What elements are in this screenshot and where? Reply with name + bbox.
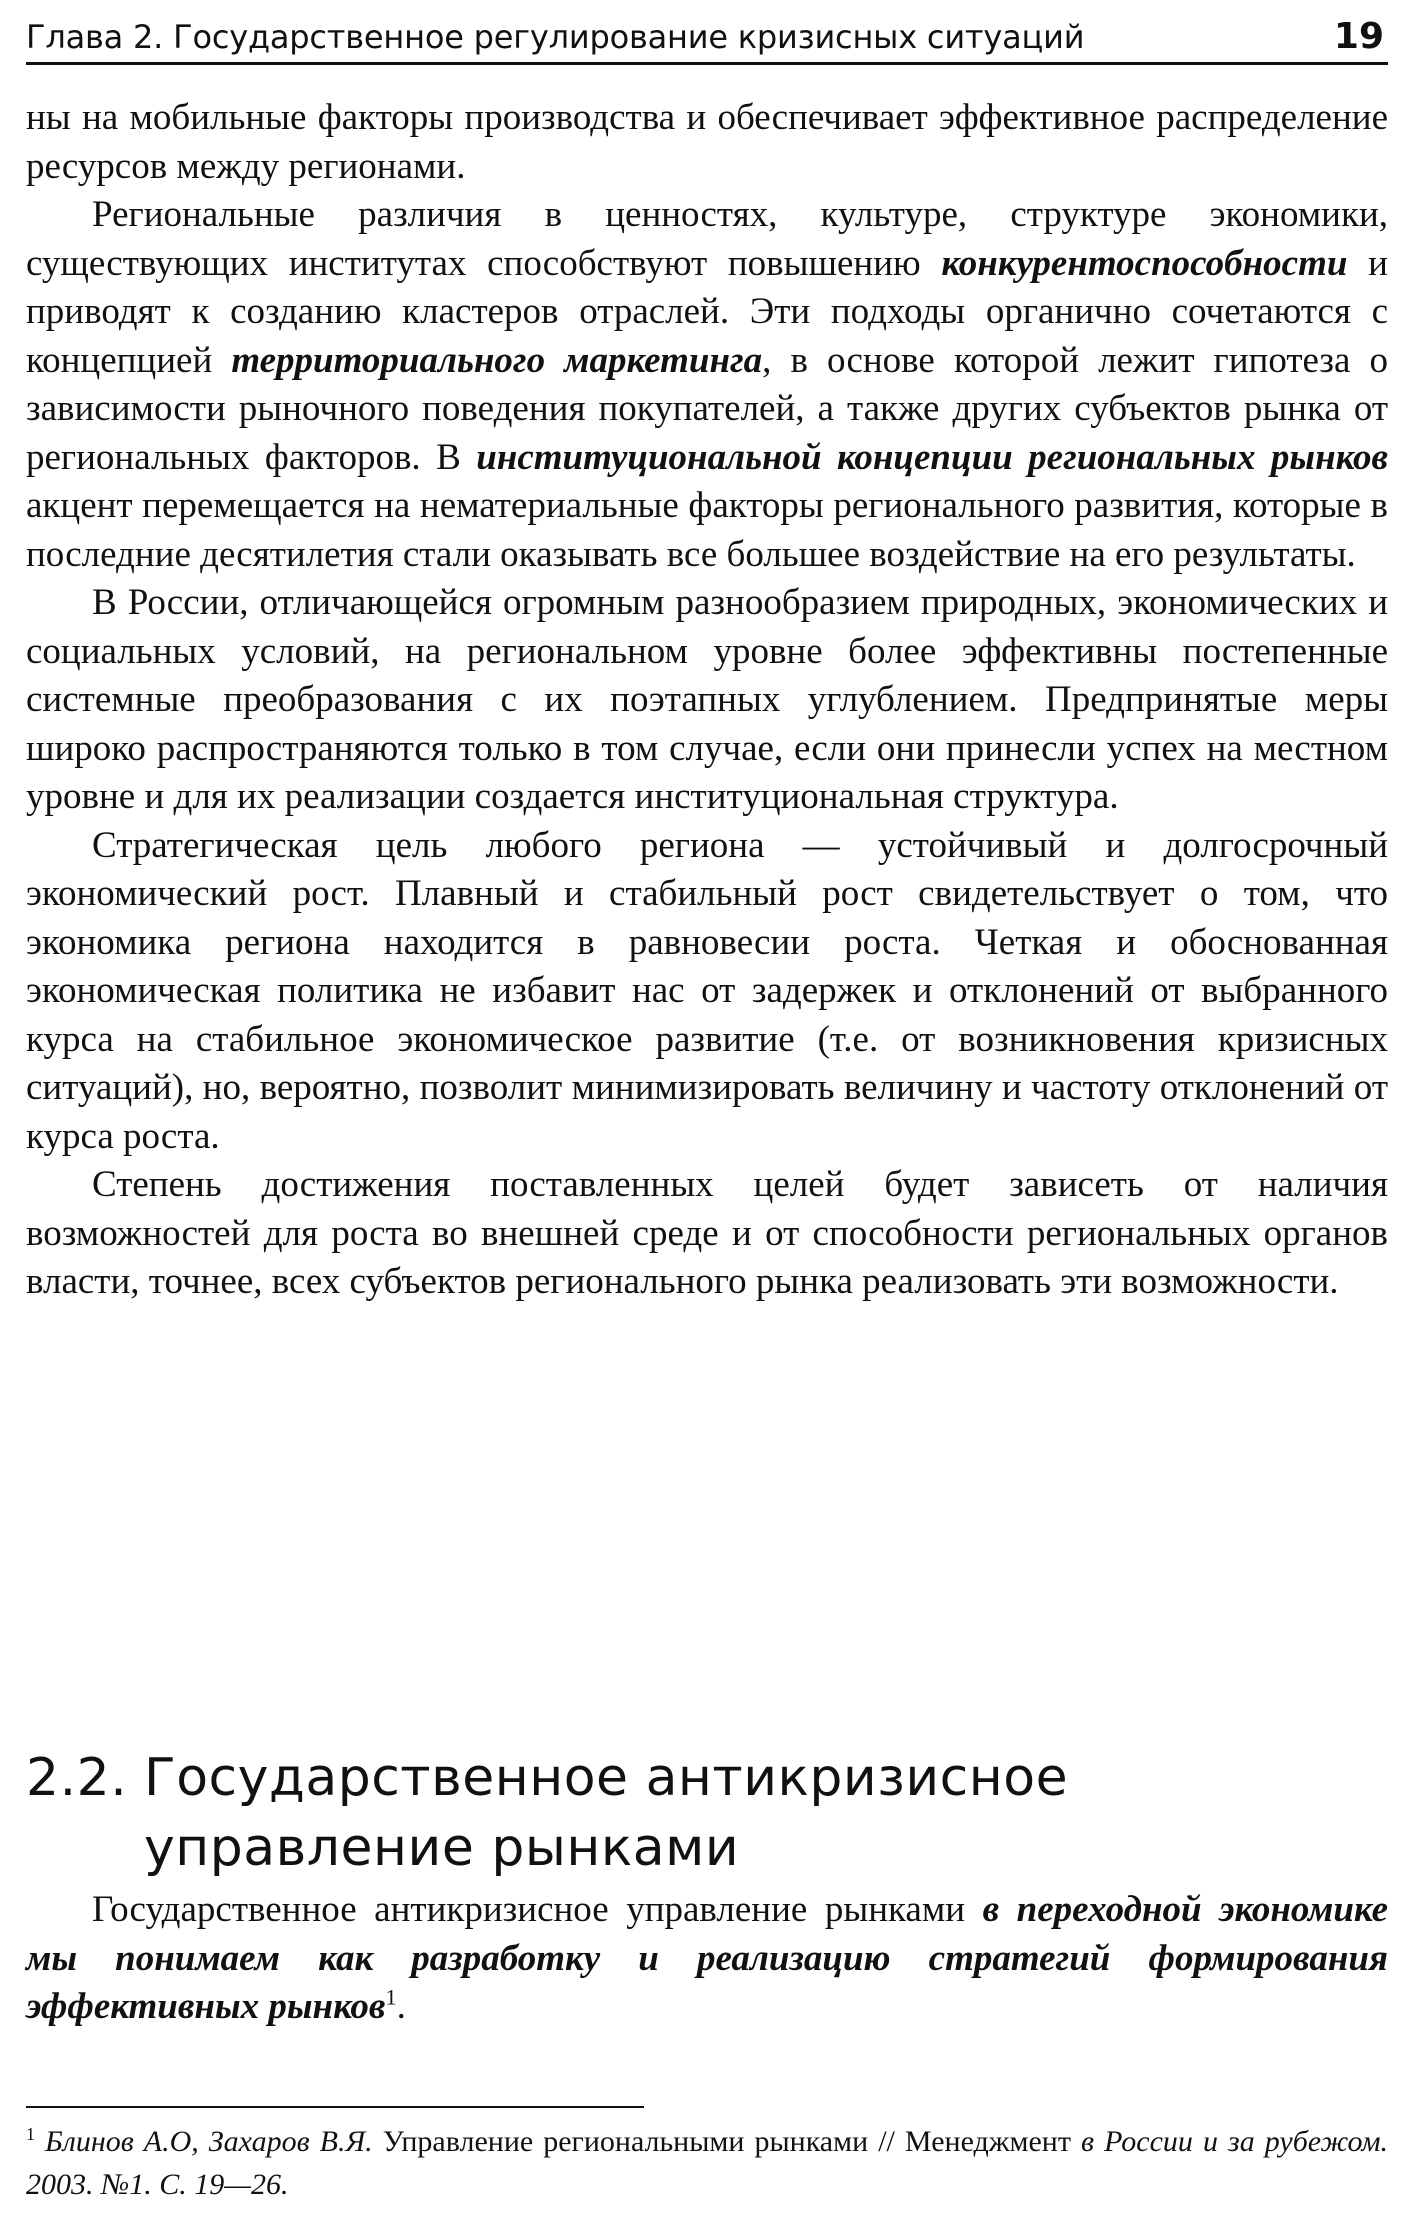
section-paragraph-plain: Государственное антикризисное управление рынками bbox=[92, 1889, 983, 1930]
section-paragraph-end: . bbox=[396, 1986, 406, 2027]
paragraph-5: Степень достижения поставленных целей будет зависеть от наличия возможностей для роста во внешней среде и от способности региональных органов власти, точнее, всех субъектов регионального рынка реализовать эти возможности. bbox=[26, 1164, 1388, 1302]
section-number: 2.2. bbox=[26, 1748, 128, 1809]
page-number: 19 bbox=[1333, 16, 1384, 57]
section-heading-line-2: управление рынками bbox=[144, 1818, 740, 1879]
footnote bbox=[26, 2120, 1388, 2206]
paragraph-3: В России, отличающейся огромным разнообразием природных, экономических и социальных условий, на региональном уровне более эффективны постепенные системные преобразования с их поэтапных углублением. Предпринятые меры широко распространяются только в том случае, если они принесли успех на местном уровне и для их реализации создается институциональная структура. bbox=[26, 582, 1388, 817]
chapter-title: Глава 2. Государственное регулирование кризисных ситуаций bbox=[26, 18, 1085, 56]
paragraph-4: Стратегическая цель любого региона — устойчивый и долгосрочный экономический рост. Плавный и стабильный рост свидетельствует о том, что экономика региона находится в равновесии роста. Четкая и обоснованная экономическая политика не избавит нас от задержек и отклонений от выбранного курса на стабильное экономическое развитие (т.е. от возникновения кризисных ситуаций), но, вероятно, позволит минимизировать величину и частоту отклонений от курса роста. bbox=[26, 824, 1388, 1157]
footnote-marker: 1 bbox=[26, 2124, 35, 2145]
body-text bbox=[26, 94, 1388, 1307]
footnote-title: Управление региональными рынками // Менеджмент bbox=[372, 2125, 1081, 2158]
book-page bbox=[26, 0, 1388, 2228]
footnote-authors: Блинов А.О, Захаров В.Я. bbox=[45, 2125, 373, 2158]
term-institutional-concept: институциональной концепции региональных рынков bbox=[476, 436, 1388, 478]
paragraph-2-text-d: акцент перемещается на нематериальные факторы регионального развития, которые в последние десятилетия стали оказывать все большее воздействие на его результаты. bbox=[26, 485, 1388, 575]
section-heading bbox=[26, 1743, 1388, 1883]
section-heading-line-1: Государственное антикризисное bbox=[144, 1748, 1069, 1809]
footnote-reference[interactable]: 1 bbox=[385, 1984, 397, 2010]
paragraph-2-text-b: и приводят к созданию кластеров отраслей. Эти подходы органично сочетаются с концепцией bbox=[26, 242, 1388, 381]
footnote-journal: в России и за рубежом. 2003. №1. С. 19—26. bbox=[26, 2125, 1389, 2201]
term-territorial-marketing: территориального маркетинга bbox=[231, 339, 763, 381]
section-intro bbox=[26, 1886, 1388, 2032]
term-competitiveness: конкурентоспособности bbox=[941, 242, 1348, 284]
running-head bbox=[26, 12, 1388, 65]
section-paragraph-emphasis: в переходной экономике мы понимаем как разработку и реализацию стратегий формирования эффективных рынков bbox=[26, 1889, 1388, 2027]
paragraph-2-text-a: Региональные различия в ценностях, культуре, структуре экономики, существующих институтах способствуют повышению bbox=[26, 194, 1388, 284]
paragraph-2-text-c: , в основе которой лежит гипотеза о зависимости рыночного поведения покупателей, а также других субъектов рынка от региональных факторов. В bbox=[26, 339, 1389, 478]
paragraph-2 bbox=[26, 191, 1388, 579]
paragraph-1: ны на мобильные факторы производства и обеспечивает эффективное распределение ресурсов между регионами. bbox=[26, 97, 1388, 187]
section-paragraph bbox=[26, 1886, 1388, 2032]
footnote-divider bbox=[26, 2106, 644, 2108]
